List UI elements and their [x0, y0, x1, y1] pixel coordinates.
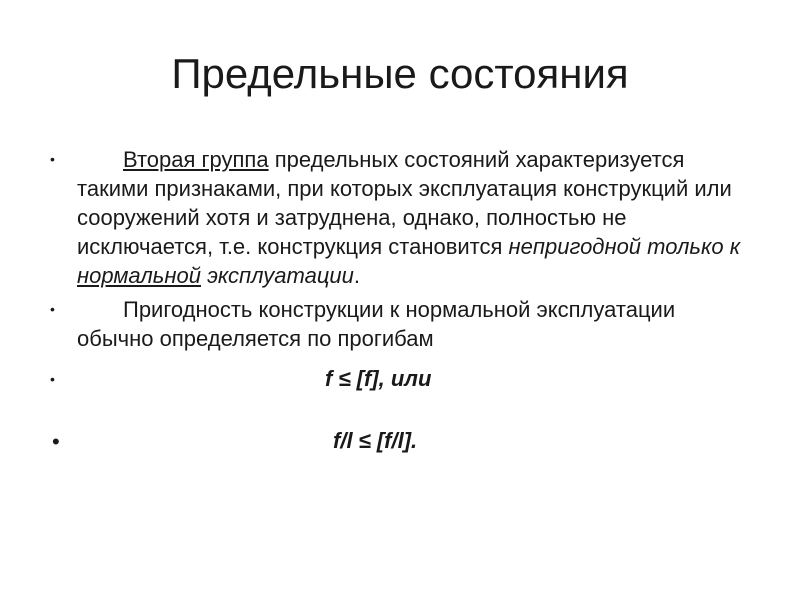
italic-text: эксплуатации [200, 263, 354, 288]
formula-item-relative-deflection [50, 427, 750, 477]
bullet-dot: • [50, 371, 55, 387]
italic-text: непригодной только к [508, 234, 741, 259]
italic-underlined-text: нормальной [77, 263, 201, 288]
bullet-text: Пригодность конструкции к нормальной эксплуатации обычно определяется по прогибам [77, 297, 676, 351]
formula-relative-deflection: f/l ≤ [f/l]. [333, 428, 418, 453]
bullet-item-suitability [50, 295, 750, 353]
bullet-text-end: . [353, 263, 361, 288]
bullet-list [50, 145, 750, 477]
underlined-term: Вторая группа [123, 147, 269, 172]
formula-item-deflection [50, 365, 750, 415]
bullet-dot: • [50, 151, 55, 167]
formula-deflection: f ≤ [f], или [325, 366, 432, 391]
bullet-text: предельных состояний характеризуется такими признаками, при которых эксплуатация конструкций или сооружений хотя и затруднена, однако, полностью не исключается, т.е. конструкция становится [77, 147, 732, 259]
bullet-dot: • [52, 429, 60, 454]
bullet-item-second-group [50, 145, 750, 290]
bullet-dot: • [50, 301, 55, 317]
slide-title: Предельные состояния [171, 50, 629, 97]
